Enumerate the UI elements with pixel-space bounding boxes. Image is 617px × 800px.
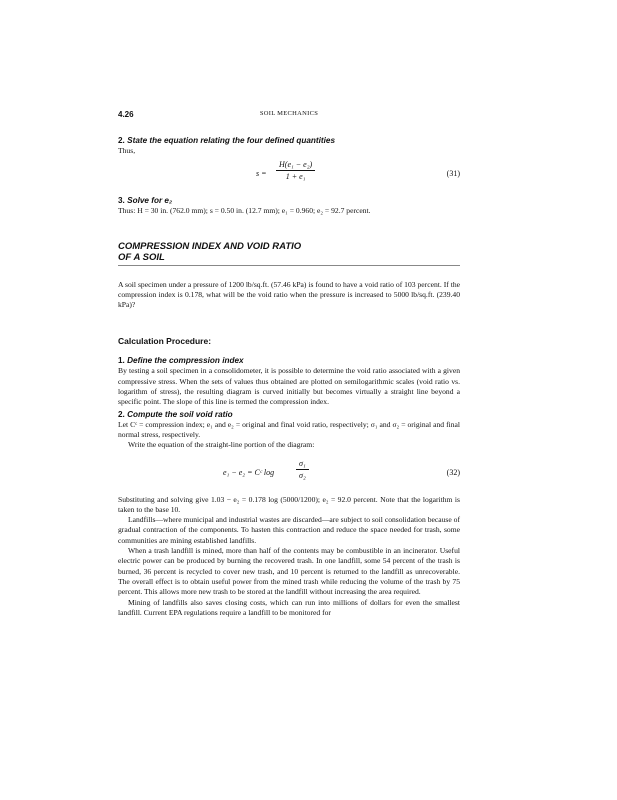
step-text: Thus: H = 30 in. (762.0 mm); s = 0.50 in. (12.7 mm); e₁ = 0.960; e₂ = 92.7 percent. bbox=[118, 206, 371, 216]
equation-number: (32) bbox=[446, 467, 460, 477]
step-text: Write the equation of the straight-line portion of the diagram: bbox=[128, 440, 315, 450]
paragraph: When a trash landfill is mined, more than half of the contents may be combustible in an incinerator. Useful electric power can be produced by burning the recovered trash. In one landfill, some 54 percent of the trash is burned, 36 percent is recycled to cover new trash, and 10 percent is returned to the landfill as unrecoverable. The overall effect is to obtain useful power from the mined trash while reducing the volume of the trash by 75 percent. This allows more new trash to be stored at the landfill without increasing the area required. bbox=[118, 546, 460, 597]
running-title: SOIL MECHANICS bbox=[259, 110, 319, 117]
fraction: $\frac{\text{σ₁}}{\text{σ₂}}$ bbox=[296, 459, 309, 480]
step-heading: 3. Solve for e₂ bbox=[118, 196, 173, 206]
equation-31: s = $\frac{\text{H(e₁ − e₂)}}{\text{1 + e₁}}$ (31) bbox=[256, 160, 460, 182]
paragraph: Substituting and solving give 1.03 − e₂ = 0.178 log (5000/1200); e₂ = 92.0 percent. Note that the logarithm is taken to the base 10. bbox=[118, 494, 460, 514]
equation-number: (31) bbox=[446, 169, 460, 179]
step-heading: 1. Define the compression index bbox=[118, 356, 244, 366]
running-head bbox=[118, 110, 460, 124]
paragraph: Landfills—where municipal and industrial wastes are discarded—are subject to soil consolidation because of gradual contraction of the components. To hasten this contraction and reduce the space needed for trash, some communities are mining established landfills. bbox=[118, 515, 460, 545]
equation-32: e₁ − e₂ = Cᶜ log $\frac{\text{σ₁}}{\text{σ₂}}$ (32) bbox=[223, 458, 460, 480]
step-text: Let Cᶜ = compression index; e₁ and e₂ = original and final void ratio, respectively; σ₁ and σ₂ = original and final normal stress, respectively. bbox=[118, 419, 460, 439]
section-title: COMPRESSION INDEX AND VOID RATIO OF A SOIL bbox=[118, 241, 460, 266]
step-text: Thus, bbox=[118, 146, 136, 155]
page-body bbox=[118, 110, 460, 618]
step-heading: 2. State the equation relating the four defined quantities bbox=[118, 136, 336, 145]
fraction: $\frac{\text{H(e₁ − e₂)}}{\text{1 + e₁}}$ bbox=[276, 160, 315, 181]
step-text: By testing a soil specimen in a consolidometer, it is possible to determine the void ratio associated with a given compressive stress. When the sets of values thus obtained are plotted on semilogarithmic scales (void ratio vs. logarithm of stress), the resulting diagram is curved initially but becomes virtually a straight line beyond a specific point. The slope of this line is termed the compression index. bbox=[118, 366, 460, 407]
problem-statement: A soil specimen under a pressure of 1200 lb/sq.ft. (57.46 kPa) is found to have a void ratio of 103 percent. If the compression index is 0.178, what will be the void ratio when the pressure is increased to 5000 lb/sq.ft. (239.40 kPa)? bbox=[118, 279, 460, 310]
paragraph: Mining of landfills also saves closing costs, which can run into millions of dollars for even the smallest landfill. Current EPA regulations require a landfill to be monitored for bbox=[118, 597, 460, 617]
calculation-heading: Calculation Procedure: bbox=[118, 336, 212, 347]
page-number: 4.26 bbox=[118, 110, 134, 119]
step-heading: 2. Compute the soil void ratio bbox=[118, 409, 233, 419]
